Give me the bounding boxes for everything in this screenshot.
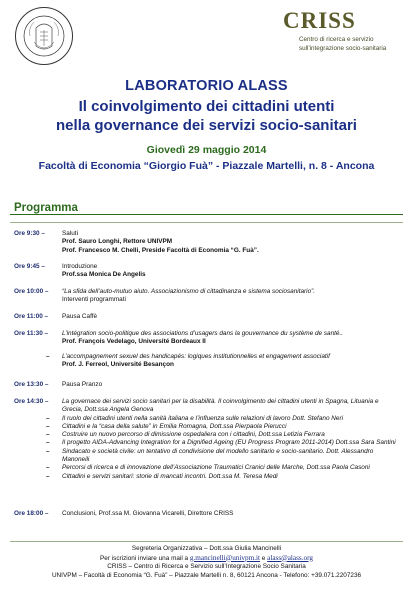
talk-item xyxy=(62,398,399,415)
talk-text: Costruire un nuovo percorso di dimissione ospedaliera con i cittadini, Dott.ssa Letizia Ferrara xyxy=(62,431,325,439)
program-time: Ore 9:45 – xyxy=(14,263,45,270)
talk-text: Il ruolo dei cittadini utenti nella sanità italiana e l’influenza sulle relazioni di lavoro Dott. Stefano Neri xyxy=(62,414,343,422)
bullet-dash: – xyxy=(46,422,50,430)
footer-registration-text: Per iscrizioni inviare una mail a xyxy=(100,554,189,562)
program-line: L’accompagnement sexuel des handicapés: logiques institutionnelles et engagement associatif xyxy=(62,353,330,360)
bullet-dash: – xyxy=(46,431,50,439)
program-line: Pausa Pranzo xyxy=(62,381,103,388)
program-line: Interventi programmati xyxy=(62,296,126,304)
talk-item xyxy=(46,439,399,447)
program-line: Pausa Caffè xyxy=(62,313,98,320)
program-time: Ore 11:30 – xyxy=(14,330,49,337)
bullet-dash: – xyxy=(46,464,50,472)
talk-text: Sindacato e società civile: un tentativo di condivisione del modello sanitario e socio-sanitario. Dott. Alessandro Manoneili xyxy=(62,447,374,464)
talk-item xyxy=(46,447,399,465)
talk-text: Cittadini e servizi sanitari: storie di mancati incontri. Dott.ssa M. Teresa Medi xyxy=(62,472,278,480)
talk-text: Percorsi di ricerca e di innovazione dell’Associazione Traumatici Cranici delle Marche, Dott.ssa Paola Casoni xyxy=(62,464,370,472)
program-time: Ore 10:00 – xyxy=(14,288,49,295)
university-seal-icon xyxy=(14,6,74,66)
program-line: Prof.ssa Monica De Angelis xyxy=(62,271,146,279)
criss-header xyxy=(281,8,399,53)
event-title-line2: nella governance dei servizi socio-sanitari xyxy=(56,117,357,134)
divider xyxy=(10,222,403,223)
talk-item xyxy=(46,472,399,481)
footer-criss: CRISS – Centro di Ricerca e Servizio sull’Integrazione Socio Sanitaria xyxy=(107,563,306,570)
event-title-line1: Il coinvolgimento dei cittadini utenti xyxy=(78,98,335,115)
event-venue: Facoltà di Economia “Giorgio Fuà” - Piazzale Martelli, n. 8 - Ancona xyxy=(38,160,375,172)
talk-item xyxy=(46,464,399,472)
program-line: Prof. Sauro Longhi, Rettore UNIVPM xyxy=(62,238,173,246)
email-link-mancinelli[interactable]: g.mancinelli@univpm.it xyxy=(189,553,261,562)
footer-secretariat: Segreteria Organizzativa – Dott.ssa Giulia Mancinelli xyxy=(131,545,282,552)
program-line: Conclusioni, Prof.ssa M. Giovanna Vicarelli, Direttore CRISS xyxy=(62,510,234,517)
footer xyxy=(0,545,413,580)
programma-title: Programma xyxy=(14,202,78,214)
bullet-dash: – xyxy=(46,414,50,422)
talk-text: Il progetto AIDA-Advancing Integration for a Dignified Ageing (EU Progress Program 2011-2014) Dott.ssa Sara Santini xyxy=(62,439,396,447)
talk-item xyxy=(46,422,399,431)
criss-subtitle-line1: Centro di ricerca e servizio xyxy=(299,36,374,43)
program-time: Ore 13:30 – xyxy=(14,381,49,388)
criss-logo: CRISS xyxy=(283,8,356,33)
program-dash: – xyxy=(46,353,50,360)
program-line: Introduzione xyxy=(62,263,98,270)
footer-registration xyxy=(0,554,413,564)
laboratory-title: LABORATORIO ALASS xyxy=(125,78,288,94)
divider xyxy=(10,214,403,215)
event-header xyxy=(0,78,413,172)
talk-text: Cittadini e la “casa della salute” in Emilia Romagna, Dott.ssa Pierpaola Pierucci xyxy=(62,422,287,430)
event-date: Giovedì 29 maggio 2014 xyxy=(146,144,267,156)
email-link-alass[interactable]: alass@alass.org xyxy=(267,553,313,562)
program-line: Prof. François Vedelago, Université Bordeaux II xyxy=(62,338,206,346)
event-title xyxy=(0,97,413,135)
criss-subtitle xyxy=(299,36,399,53)
talk-item xyxy=(46,414,399,423)
program-line: “La sfida dell’auto-mutuo aiuto. Associazionismo di cittadinanza e sistema sociosanitario”. xyxy=(62,288,316,295)
program-line: Prof. J. Ferreol, Université Besançon xyxy=(62,361,174,369)
bullet-dash: – xyxy=(46,472,50,480)
talk-list xyxy=(46,398,399,481)
program-time: Ore 18:00 – xyxy=(14,510,49,517)
footer-address: UNIVPM – Facoltà di Economia “G. Fuà” – Piazzale Martelli n. 8, 60121 Ancona - Telefono: +39.071.2207236 xyxy=(51,571,362,579)
bullet-dash: – xyxy=(46,439,50,447)
program-time: Ore 14:30 – xyxy=(14,398,49,405)
divider xyxy=(10,541,403,542)
criss-subtitle-line2: sull'integrazione socio-sanitaria xyxy=(299,44,387,52)
bullet-dash: – xyxy=(46,447,50,455)
program-line: Prof. Francesco M. Chelli, Preside Facoltà di Economia “G. Fuà”. xyxy=(62,246,259,254)
program-time: Ore 9:30 – xyxy=(14,230,45,237)
program-line: L’intégration socio-politique des associations d’usagers dans la gouvernance du système de santé.. xyxy=(62,330,344,337)
program-line: Saluti xyxy=(62,230,78,237)
talk-text: La governace dei servizi socio sanitari per la disabilità. Il coinvolgimento dei cittadini utenti in Spagna, Lituania e Grecia, Dott.ssa Angela Genova xyxy=(62,398,379,414)
program-time: Ore 11:00 – xyxy=(14,313,49,320)
talk-item xyxy=(46,431,399,439)
footer-and: e xyxy=(261,554,266,562)
